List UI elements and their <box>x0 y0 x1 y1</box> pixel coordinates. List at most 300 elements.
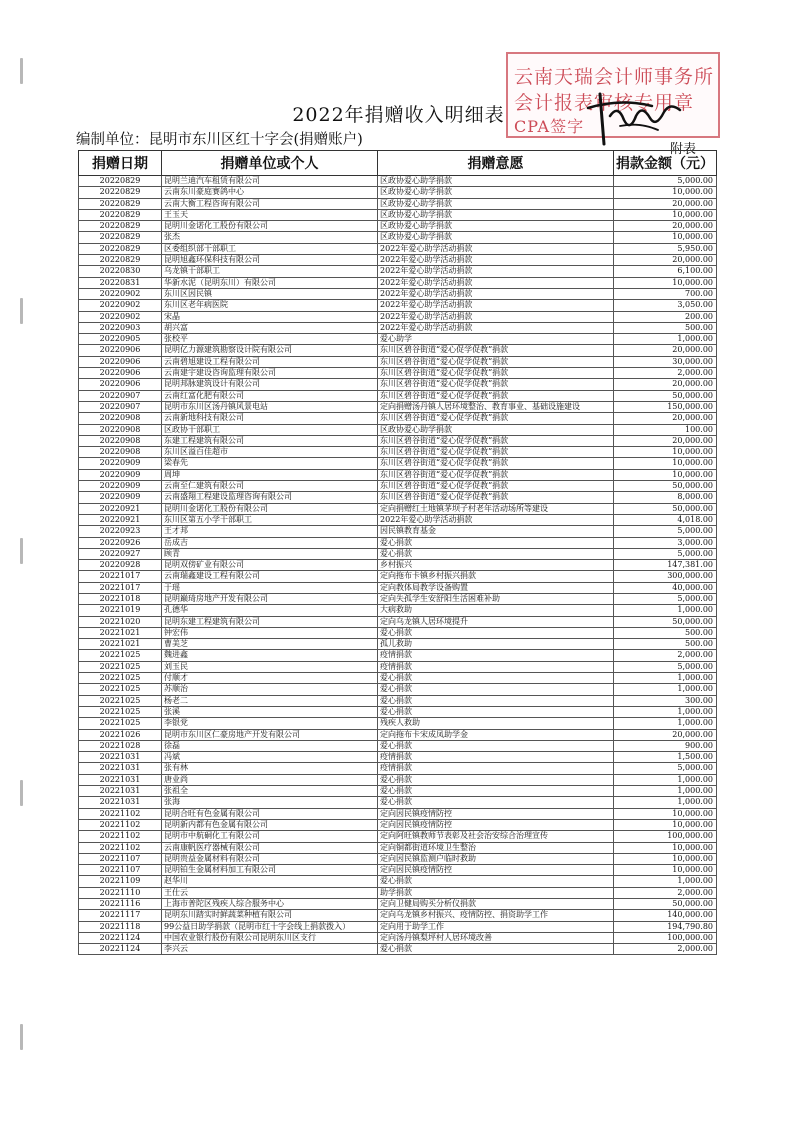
cell-purpose: 定向因民镇监测户临时救助 <box>378 853 614 864</box>
cell-donor: 宋晶 <box>162 311 378 322</box>
cell-amount: 6,100.00 <box>614 266 717 277</box>
cell-amount: 30,000.00 <box>614 356 717 367</box>
cell-donor: 区政协干部职工 <box>162 424 378 435</box>
header-amount: 捐款金额（元） <box>614 151 717 176</box>
cell-amount: 140,000.00 <box>614 910 717 921</box>
cell-date: 20221031 <box>79 763 162 774</box>
attachment-label: 附表 <box>670 142 697 157</box>
table-row <box>79 209 717 220</box>
cell-donor: 张祖全 <box>162 786 378 797</box>
cell-date: 20221031 <box>79 797 162 808</box>
cell-donor: 云南碧旭建设工程有限公司 <box>162 356 378 367</box>
cell-donor: 赵华川 <box>162 876 378 887</box>
cell-purpose: 定向拖布卡镇乡村振兴捐款 <box>378 571 614 582</box>
cell-donor: 云南至仁建筑有限公司 <box>162 481 378 492</box>
cell-amount: 3,050.00 <box>614 300 717 311</box>
cell-amount: 3,000.00 <box>614 537 717 548</box>
table-row <box>79 401 717 412</box>
cell-purpose: 疫情捐款 <box>378 752 614 763</box>
cell-purpose: 东川区碧谷街道“爱心促学促教”捐款 <box>378 481 614 492</box>
cell-amount: 10,000.00 <box>614 853 717 864</box>
cell-donor: 魏进鑫 <box>162 650 378 661</box>
cell-purpose: 定向因民镇疫情防控 <box>378 808 614 819</box>
table-row <box>79 695 717 706</box>
cell-date: 20221025 <box>79 706 162 717</box>
table-row <box>79 763 717 774</box>
cell-purpose: 大病救助 <box>378 605 614 616</box>
cell-purpose: 定向阿旺镇教师节表彰及社会治安综合治理宣传 <box>378 831 614 842</box>
cell-date: 20220829 <box>79 221 162 232</box>
cell-date: 20220928 <box>79 560 162 571</box>
cell-purpose: 爱心捐款 <box>378 944 614 955</box>
cell-donor: 昆明市中航硐化工有限公司 <box>162 831 378 842</box>
cell-donor: 云南建宇建设咨询监理有限公司 <box>162 368 378 379</box>
cell-date: 20220926 <box>79 537 162 548</box>
cell-date: 20221021 <box>79 639 162 650</box>
cell-date: 20221025 <box>79 695 162 706</box>
table-row <box>79 424 717 435</box>
cell-date: 20220907 <box>79 401 162 412</box>
table-row <box>79 243 717 254</box>
cell-donor: 梁春先 <box>162 458 378 469</box>
cell-donor: 上海市普陀区残疾人综合服务中心 <box>162 899 378 910</box>
table-row <box>79 503 717 514</box>
cell-date: 20220906 <box>79 379 162 390</box>
cell-donor: 胡兴富 <box>162 322 378 333</box>
cell-purpose: 定向捐赠红土地镇茅坝子村老年活动场所等建设 <box>378 503 614 514</box>
table-row <box>79 752 717 763</box>
table-row <box>79 853 717 864</box>
cell-amount: 50,000.00 <box>614 616 717 627</box>
cell-donor: 昆明铂生金属材料加工有限公司 <box>162 865 378 876</box>
cell-purpose: 因民镇教育基金 <box>378 526 614 537</box>
table-row <box>79 910 717 921</box>
cell-donor: 东川区第五小学干部职工 <box>162 514 378 525</box>
cell-donor: 云南康帆医疗器械有限公司 <box>162 842 378 853</box>
cell-amount: 50,000.00 <box>614 899 717 910</box>
cell-amount: 10,000.00 <box>614 232 717 243</box>
cell-date: 20221025 <box>79 650 162 661</box>
table-row <box>79 616 717 627</box>
cell-date: 20220921 <box>79 503 162 514</box>
cell-date: 20221028 <box>79 740 162 751</box>
table-row <box>79 356 717 367</box>
cell-purpose: 2022年爱心助学活动捐款 <box>378 514 614 525</box>
cell-amount: 10,000.00 <box>614 469 717 480</box>
cell-date: 20220829 <box>79 243 162 254</box>
cell-donor: 杨老二 <box>162 695 378 706</box>
cell-amount: 100,000.00 <box>614 932 717 943</box>
cell-amount: 1,000.00 <box>614 876 717 887</box>
cell-amount: 20,000.00 <box>614 413 717 424</box>
cell-date: 20221109 <box>79 876 162 887</box>
cell-purpose: 定向教体局教学设备购置 <box>378 582 614 593</box>
cell-amount: 194,790.80 <box>614 921 717 932</box>
cell-purpose: 爱心捐款 <box>378 774 614 785</box>
cell-purpose: 东川区碧谷街道“爱心促学促教”捐款 <box>378 469 614 480</box>
cell-date: 20220909 <box>79 458 162 469</box>
header-date: 捐赠日期 <box>79 151 162 176</box>
cell-purpose: 2022年爱心助学活动捐款 <box>378 300 614 311</box>
cell-purpose: 区政协爱心助学捐款 <box>378 424 614 435</box>
cell-donor: 王玉天 <box>162 209 378 220</box>
table-row <box>79 639 717 650</box>
cell-amount: 5,000.00 <box>614 661 717 672</box>
cell-amount: 500.00 <box>614 639 717 650</box>
table-row <box>79 865 717 876</box>
cell-amount: 10,000.00 <box>614 808 717 819</box>
table-row <box>79 684 717 695</box>
cell-purpose: 区政协爱心助学捐款 <box>378 187 614 198</box>
cell-amount: 2,000.00 <box>614 887 717 898</box>
cell-date: 20220907 <box>79 390 162 401</box>
table-row <box>79 334 717 345</box>
cell-date: 20220906 <box>79 345 162 356</box>
cell-amount: 1,000.00 <box>614 797 717 808</box>
table-row <box>79 932 717 943</box>
cell-amount: 1,000.00 <box>614 684 717 695</box>
cell-amount: 20,000.00 <box>614 345 717 356</box>
cell-amount: 2,000.00 <box>614 650 717 661</box>
cell-purpose: 爱心捐款 <box>378 627 614 638</box>
cell-donor: 顾青 <box>162 548 378 559</box>
cell-donor: 钟宏伟 <box>162 627 378 638</box>
cell-donor: 昆明东川踏实时鲜蔬菜种植有限公司 <box>162 910 378 921</box>
table-row <box>79 673 717 684</box>
cell-date: 20221102 <box>79 831 162 842</box>
cell-purpose: 疫情捐款 <box>378 650 614 661</box>
table-row <box>79 187 717 198</box>
cell-amount: 10,000.00 <box>614 447 717 458</box>
cell-amount: 20,000.00 <box>614 255 717 266</box>
cell-donor: 云南红富化肥有限公司 <box>162 390 378 401</box>
cell-amount: 20,000.00 <box>614 221 717 232</box>
cell-purpose: 2022年爱心助学活动捐款 <box>378 255 614 266</box>
cell-donor: 昆明市东川区汤丹镇风景电站 <box>162 401 378 412</box>
cell-date: 20221107 <box>79 853 162 864</box>
cell-amount: 147,381.00 <box>614 560 717 571</box>
cell-date: 20220908 <box>79 424 162 435</box>
table-row <box>79 526 717 537</box>
cell-amount: 100.00 <box>614 424 717 435</box>
cell-amount: 700.00 <box>614 288 717 299</box>
table-row <box>79 537 717 548</box>
binding-mark <box>20 298 23 324</box>
cell-donor: 刘玉民 <box>162 661 378 672</box>
cell-donor: 99公益日助学捐款（昆明市红十字会线上捐款拨入） <box>162 921 378 932</box>
cell-date: 20221026 <box>79 729 162 740</box>
cell-date: 20220903 <box>79 322 162 333</box>
cell-donor: 张溪 <box>162 706 378 717</box>
cell-date: 20220906 <box>79 368 162 379</box>
cell-amount: 1,500.00 <box>614 752 717 763</box>
table-header-row <box>79 151 717 176</box>
cell-date: 20221025 <box>79 661 162 672</box>
table-row <box>79 198 717 209</box>
cell-donor: 孔德华 <box>162 605 378 616</box>
table-row <box>79 481 717 492</box>
cell-amount: 900.00 <box>614 740 717 751</box>
cell-purpose: 定向乌龙镇人居环境提升 <box>378 616 614 627</box>
cell-amount: 20,000.00 <box>614 729 717 740</box>
cell-purpose: 爱心捐款 <box>378 786 614 797</box>
cell-amount: 4,018.00 <box>614 514 717 525</box>
cell-date: 20221025 <box>79 684 162 695</box>
cell-amount: 10,000.00 <box>614 842 717 853</box>
table-row <box>79 593 717 604</box>
cell-amount: 1,000.00 <box>614 706 717 717</box>
cell-donor: 昆明市东川区仁豪房地产开发有限公司 <box>162 729 378 740</box>
table-row <box>79 221 717 232</box>
table-row <box>79 729 717 740</box>
binding-mark <box>20 780 23 806</box>
cell-date: 20221124 <box>79 944 162 955</box>
cell-amount: 20,000.00 <box>614 435 717 446</box>
cell-donor: 王才邦 <box>162 526 378 537</box>
cell-date: 20220829 <box>79 209 162 220</box>
cell-purpose: 东川区碧谷街道“爱心促学促教”捐款 <box>378 379 614 390</box>
cell-purpose: 东川区碧谷街道“爱心促学促教”捐款 <box>378 492 614 503</box>
cell-amount: 100,000.00 <box>614 831 717 842</box>
cell-amount: 1,000.00 <box>614 718 717 729</box>
table-row <box>79 255 717 266</box>
cell-date: 20221017 <box>79 582 162 593</box>
cell-amount: 5,000.00 <box>614 526 717 537</box>
cell-date: 20221124 <box>79 932 162 943</box>
table-row <box>79 232 717 243</box>
cell-amount: 20,000.00 <box>614 379 717 390</box>
cell-date: 20220829 <box>79 232 162 243</box>
cell-date: 20220902 <box>79 300 162 311</box>
cell-purpose: 区政协爱心助学捐款 <box>378 176 614 187</box>
cell-purpose: 孤儿救助 <box>378 639 614 650</box>
table-row <box>79 435 717 446</box>
cell-date: 20220908 <box>79 447 162 458</box>
cell-date: 20221017 <box>79 571 162 582</box>
cell-amount: 10,000.00 <box>614 865 717 876</box>
cell-purpose: 区政协爱心助学捐款 <box>378 221 614 232</box>
table-row <box>79 808 717 819</box>
cell-donor: 云南大衡工程咨询有限公司 <box>162 198 378 209</box>
cell-date: 20221110 <box>79 887 162 898</box>
cell-purpose: 爱心捐款 <box>378 695 614 706</box>
cell-purpose: 定向铜都街道环境卫生整治 <box>378 842 614 853</box>
table-row <box>79 300 717 311</box>
cell-date: 20221025 <box>79 673 162 684</box>
table-row <box>79 447 717 458</box>
cell-donor: 乌龙镇干部职工 <box>162 266 378 277</box>
cell-purpose: 2022年爱心助学活动捐款 <box>378 266 614 277</box>
table-row <box>79 379 717 390</box>
cell-amount: 500.00 <box>614 322 717 333</box>
table-row <box>79 774 717 785</box>
cell-date: 20220921 <box>79 514 162 525</box>
cell-date: 20221031 <box>79 752 162 763</box>
cell-purpose: 区政协爱心助学捐款 <box>378 198 614 209</box>
cell-donor: 周坤 <box>162 469 378 480</box>
cell-donor: 东川区因民镇 <box>162 288 378 299</box>
cell-donor: 东川区老年病医院 <box>162 300 378 311</box>
cell-date: 20220927 <box>79 548 162 559</box>
cell-donor: 张有林 <box>162 763 378 774</box>
cell-amount: 10,000.00 <box>614 277 717 288</box>
cell-date: 20221031 <box>79 786 162 797</box>
cell-purpose: 东川区碧谷街道“爱心促学促教”捐款 <box>378 368 614 379</box>
cell-amount: 50,000.00 <box>614 390 717 401</box>
cell-amount: 20,000.00 <box>614 198 717 209</box>
cell-amount: 10,000.00 <box>614 819 717 830</box>
table-row <box>79 322 717 333</box>
table-body <box>79 176 717 955</box>
cell-date: 20220909 <box>79 469 162 480</box>
cell-date: 20220902 <box>79 311 162 322</box>
cell-amount: 500.00 <box>614 627 717 638</box>
table-row <box>79 345 717 356</box>
cell-date: 20221031 <box>79 774 162 785</box>
cell-donor: 昆明川金诺化工股份有限公司 <box>162 503 378 514</box>
cell-purpose: 爱心捐款 <box>378 740 614 751</box>
cell-donor: 昆明兰迪汽车租赁有限公司 <box>162 176 378 187</box>
cell-donor: 昆明双傍矿业有限公司 <box>162 560 378 571</box>
table-row <box>79 706 717 717</box>
cell-amount: 40,000.00 <box>614 582 717 593</box>
cell-amount: 50,000.00 <box>614 503 717 514</box>
cell-date: 20220908 <box>79 435 162 446</box>
table-row <box>79 876 717 887</box>
cell-purpose: 定向捐赠汤丹镇人居环境整治、教育事业、基础设施建设 <box>378 401 614 412</box>
cell-purpose: 东川区碧谷街道“爱心促学促教”捐款 <box>378 458 614 469</box>
table-row <box>79 819 717 830</box>
cell-date: 20221102 <box>79 842 162 853</box>
table-row <box>79 582 717 593</box>
cell-donor: 张校平 <box>162 334 378 345</box>
table-row <box>79 786 717 797</box>
cell-purpose: 定向失孤学生安舒阳生活困难补助 <box>378 593 614 604</box>
cell-amount: 1,000.00 <box>614 605 717 616</box>
cell-amount: 2,000.00 <box>614 368 717 379</box>
cell-donor: 岳成吉 <box>162 537 378 548</box>
cell-purpose: 东川区碧谷街道“爱心促学促教”捐款 <box>378 345 614 356</box>
cell-donor: 冯斌 <box>162 752 378 763</box>
donation-table <box>78 150 717 955</box>
cell-date: 20220829 <box>79 176 162 187</box>
cell-donor: 张海 <box>162 797 378 808</box>
cell-donor: 苏顺治 <box>162 684 378 695</box>
table-row <box>79 266 717 277</box>
cell-donor: 昆明旭鑫环保科技有限公司 <box>162 255 378 266</box>
cell-amount: 1,000.00 <box>614 774 717 785</box>
table-row <box>79 311 717 322</box>
cell-donor: 东建工程建筑有限公司 <box>162 435 378 446</box>
cell-purpose: 定向汤丹镇梨坪村人居环境改善 <box>378 932 614 943</box>
cell-date: 20221020 <box>79 616 162 627</box>
cell-amount: 200.00 <box>614 311 717 322</box>
cell-purpose: 2022年爱心助学活动捐款 <box>378 311 614 322</box>
table-row <box>79 368 717 379</box>
cell-donor: 云南盛翔工程建设监理咨询有限公司 <box>162 492 378 503</box>
table-row <box>79 413 717 424</box>
cell-purpose: 东川区碧谷街道“爱心促学促教”捐款 <box>378 435 614 446</box>
cell-donor: 云南瑞鑫建设工程有限公司 <box>162 571 378 582</box>
header-donor: 捐赠单位或个人 <box>162 151 378 176</box>
table-row <box>79 514 717 525</box>
table-row <box>79 661 717 672</box>
cell-purpose: 东川区碧谷街道“爱心促学促教”捐款 <box>378 356 614 367</box>
cell-amount: 2,000.00 <box>614 944 717 955</box>
cell-purpose: 东川区碧谷街道“爱心促学促教”捐款 <box>378 413 614 424</box>
table-row <box>79 797 717 808</box>
cell-donor: 华新水泥（昆明东川）有限公司 <box>162 277 378 288</box>
cell-donor: 昆明合旺有色金属有限公司 <box>162 808 378 819</box>
cell-amount: 50,000.00 <box>614 481 717 492</box>
cell-amount: 5,000.00 <box>614 176 717 187</box>
cell-donor: 徐磊 <box>162 740 378 751</box>
cell-amount: 5,000.00 <box>614 548 717 559</box>
table-row <box>79 458 717 469</box>
cell-purpose: 2022年爱心助学活动捐款 <box>378 277 614 288</box>
cell-donor: 昆明巅琦房地产开发有限公司 <box>162 593 378 604</box>
cell-purpose: 爱心捐款 <box>378 684 614 695</box>
cell-amount: 1,000.00 <box>614 334 717 345</box>
table-row <box>79 571 717 582</box>
cell-date: 20220923 <box>79 526 162 537</box>
cell-date: 20220831 <box>79 277 162 288</box>
table-row <box>79 740 717 751</box>
cell-amount: 5,000.00 <box>614 763 717 774</box>
table-row <box>79 831 717 842</box>
seal-line-1: 云南天瑞会计师事务所 <box>514 66 715 88</box>
cell-date: 20221102 <box>79 819 162 830</box>
seal-line-3: CPA签字 <box>514 117 585 136</box>
seal-line-2: 会计报表审核专用章 <box>514 92 695 114</box>
cell-amount: 300.00 <box>614 695 717 706</box>
cell-amount: 10,000.00 <box>614 209 717 220</box>
table-row <box>79 650 717 661</box>
cell-purpose: 爱心捐款 <box>378 537 614 548</box>
cell-purpose: 爱心捐款 <box>378 548 614 559</box>
table-row <box>79 718 717 729</box>
binding-mark <box>20 1024 23 1050</box>
cell-date: 20221117 <box>79 910 162 921</box>
cell-purpose: 疫情捐款 <box>378 763 614 774</box>
cell-date: 20221019 <box>79 605 162 616</box>
cell-amount: 150,000.00 <box>614 401 717 412</box>
cell-purpose: 爱心捐款 <box>378 706 614 717</box>
cell-date: 20220829 <box>79 198 162 209</box>
cell-purpose: 残疾人救助 <box>378 718 614 729</box>
cell-donor: 云南东川豪庭赛鸽中心 <box>162 187 378 198</box>
cell-purpose: 区政协爱心助学捐款 <box>378 232 614 243</box>
cell-purpose: 定向乌龙镇乡村振兴、疫情防控、捐资助学工作 <box>378 910 614 921</box>
cell-purpose: 爱心捐款 <box>378 797 614 808</box>
cell-purpose: 东川区碧谷街道“爱心促学促教”捐款 <box>378 390 614 401</box>
binding-mark <box>20 58 23 84</box>
cell-donor: 云南新地科技有限公司 <box>162 413 378 424</box>
cell-purpose: 定向拖布卡宋成凤助学金 <box>378 729 614 740</box>
cell-donor: 区委组织部干部职工 <box>162 243 378 254</box>
cell-amount: 1,000.00 <box>614 673 717 684</box>
table-row <box>79 944 717 955</box>
table-row <box>79 560 717 571</box>
table-row <box>79 887 717 898</box>
cell-donor: 东川区溢百佳超市 <box>162 447 378 458</box>
cell-date: 20221021 <box>79 627 162 638</box>
cell-amount: 1,000.00 <box>614 786 717 797</box>
cell-donor: 李兴云 <box>162 944 378 955</box>
cell-purpose: 2022年爱心助学活动捐款 <box>378 288 614 299</box>
cell-donor: 昆明东建工程建筑有限公司 <box>162 616 378 627</box>
cell-date: 20221107 <box>79 865 162 876</box>
